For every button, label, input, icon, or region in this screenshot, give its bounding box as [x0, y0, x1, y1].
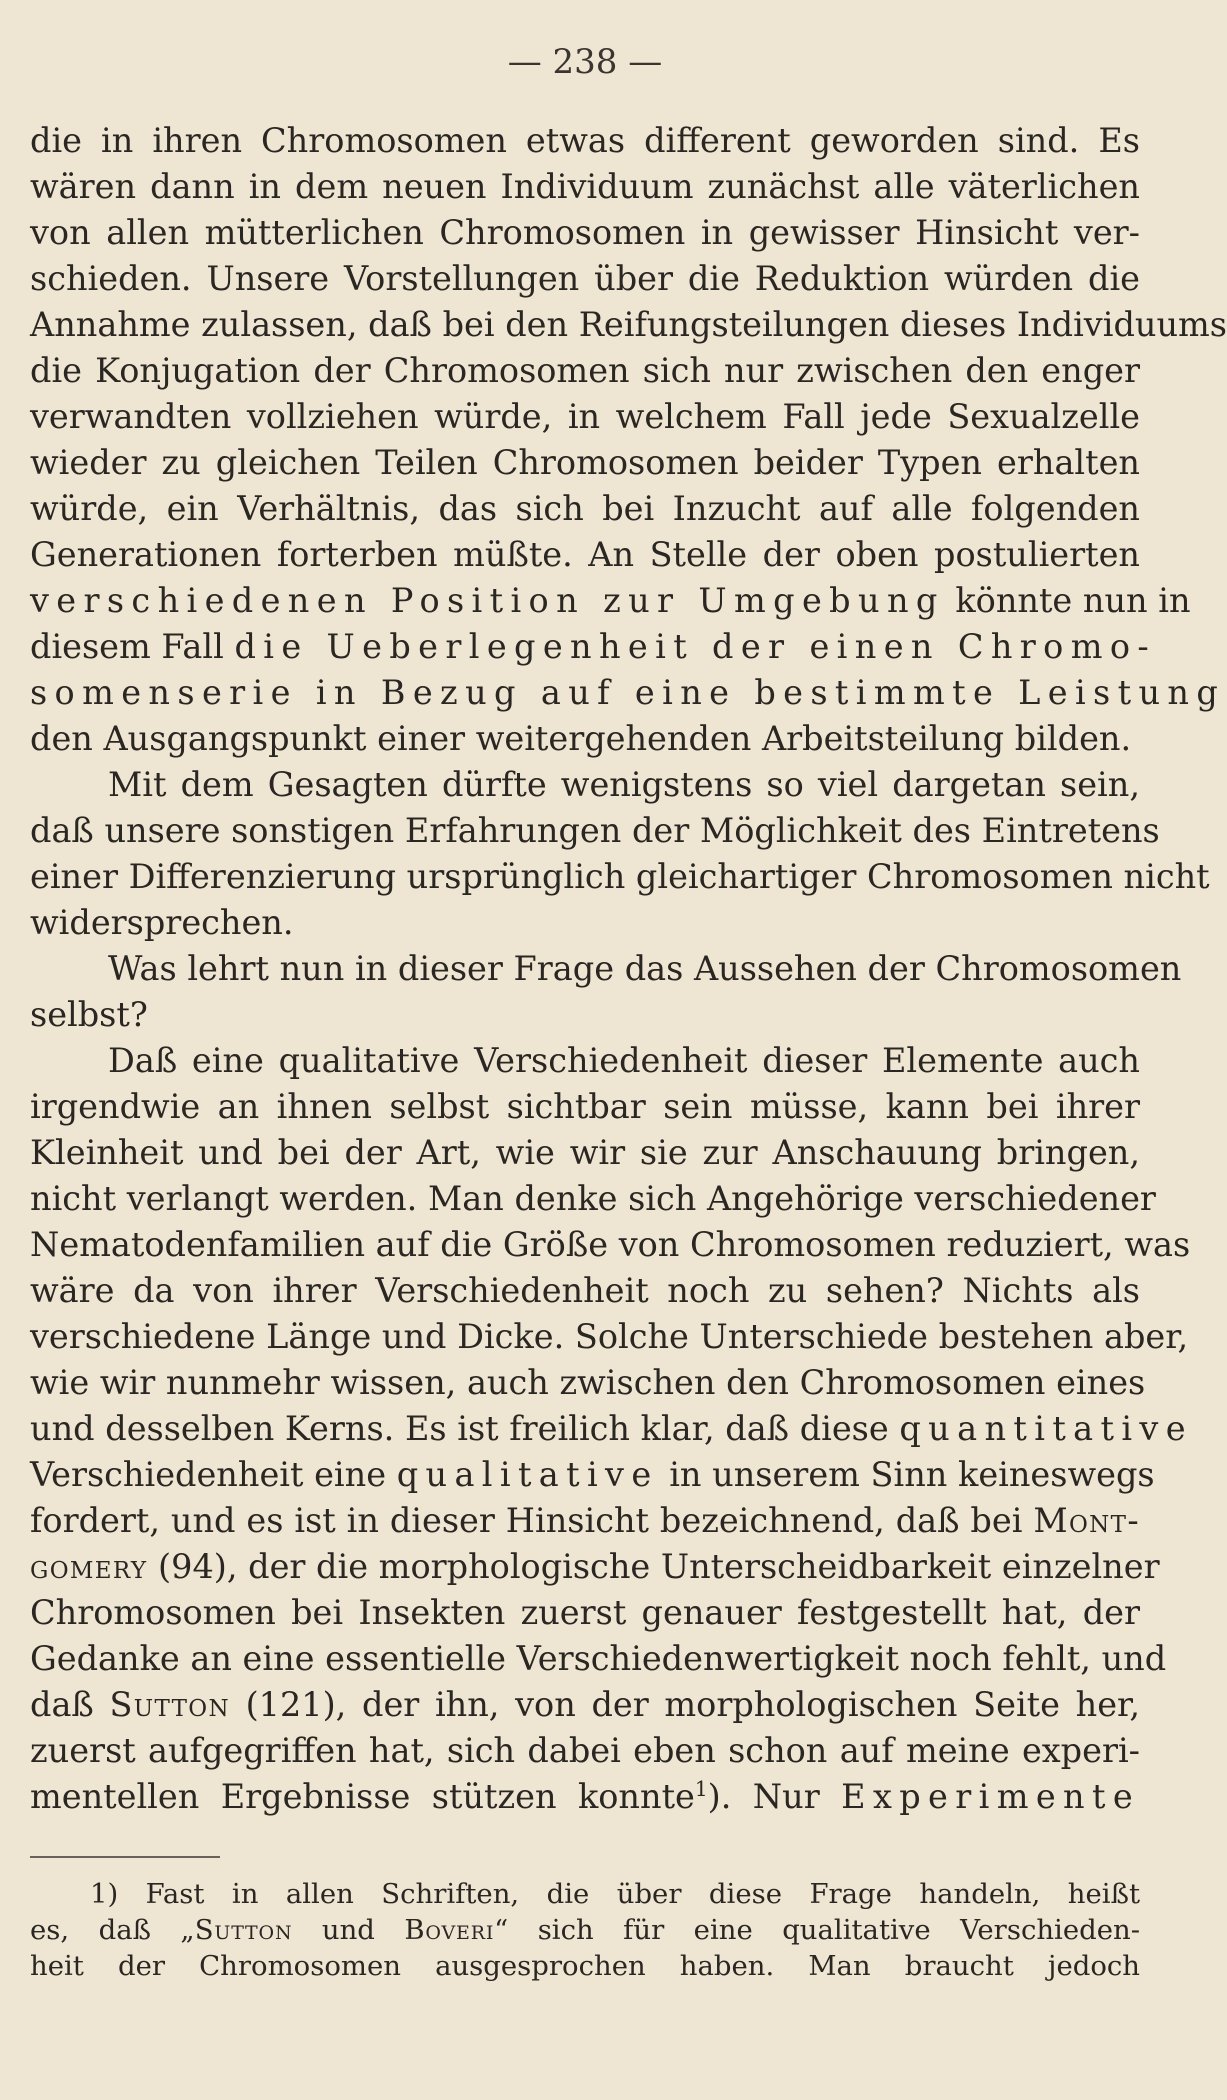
text-line: Chromosomen bei Insekten zuerst genauer festgestellt hat, der: [30, 1593, 1140, 1632]
text-line: [30, 1498, 1140, 1544]
footnote: [30, 1876, 1140, 1984]
text-line: verwandten vollziehen würde, in welchem Fall jede Sexualzelle: [30, 397, 1140, 436]
text-run: in unserem Sinn keineswegs: [658, 1455, 1155, 1494]
text-line: den Ausgangspunkt einer weitergehenden Arbeitsteilung bilden.: [30, 719, 1132, 758]
text-run: und desselben Kerns. Es ist freilich klar, daß diese: [30, 1409, 900, 1448]
text-line: nicht verlangt werden. Man denke sich Angehörige verschiedener: [30, 1179, 1156, 1218]
text-line: wieder zu gleichen Teilen Chromosomen beider Typen erhalten: [30, 443, 1140, 482]
text-line: Mit dem Gesagten dürfte wenigstens so viel dargetan sein,: [108, 765, 1140, 804]
emphasized-text: verschiedenen Position zur Umgebung: [30, 581, 945, 620]
text-line: einer Differenzierung ursprünglich gleichartiger Chromosomen nicht: [30, 857, 1210, 896]
text-line: [30, 1406, 1193, 1452]
text-line: [30, 578, 1191, 624]
text-line: [30, 1452, 1155, 1498]
text-run: daß: [30, 1685, 110, 1724]
text-line: Was lehrt nun in dieser Frage das Aussehen der Chromosomen: [108, 949, 1182, 988]
text-line: [30, 624, 1157, 670]
author-name: Mont-: [1033, 1501, 1140, 1540]
footnote-separator: [30, 1856, 220, 1858]
text-line: selbst?: [30, 995, 148, 1034]
text-run: fordert, und es ist in dieser Hinsicht bezeichnend, daß bei: [30, 1501, 1034, 1540]
emphasized-text: Experimente: [841, 1777, 1141, 1816]
footnote-line: 1) Fast in allen Schriften, die über diese Frage handeln, heißt: [90, 1878, 1140, 1910]
text-line: wäre da von ihrer Verschiedenheit noch zu sehen? Nichts als: [30, 1271, 1140, 1310]
text-run: (94), der die morphologische Unterscheidbarkeit einzelner: [147, 1547, 1160, 1586]
text-line: [30, 1682, 1140, 1728]
text-line: Generationen forterben müßte. An Stelle der oben postulierten: [30, 535, 1140, 574]
text-line: Annahme zulassen, daß bei den Reifungsteilungen dieses Individuums: [30, 305, 1227, 344]
page-number: — 238 —: [507, 42, 663, 82]
text-line: wie wir nunmehr wissen, auch zwischen den Chromosomen eines: [30, 1363, 1146, 1402]
emphasized-text-line: somenserie in Bezug auf eine bestimmte Leistung: [30, 673, 1226, 712]
text-line: daß unsere sonstigen Erfahrungen der Möglichkeit des Eintretens: [30, 811, 1160, 850]
text-line: schieden. Unsere Vorstellungen über die Reduktion würden die: [30, 259, 1140, 298]
body-text: [30, 118, 1227, 1820]
author-name: gomery: [30, 1547, 148, 1586]
author-name: Boveri: [404, 1914, 495, 1946]
emphasized-text: die Ueberlegenheit der einen Chromo-: [234, 627, 1157, 666]
text-line: irgendwie an ihnen selbst sichtbar sein müsse, kann bei ihrer: [30, 1087, 1140, 1126]
text-run: mentellen Ergebnisse stützen konnte: [30, 1777, 695, 1816]
text-line: wären dann in dem neuen Individuum zunächst alle väterlichen: [30, 167, 1140, 206]
text-run: diesem Fall: [30, 627, 235, 666]
text-run: könnte nun in: [944, 581, 1191, 620]
text-line: [30, 1774, 1140, 1820]
author-name: Sutton: [109, 1685, 230, 1724]
text-run: “ sich für eine qualitative Verschieden-: [494, 1914, 1141, 1946]
text-run: es, daß „: [30, 1914, 195, 1946]
text-line: Daß eine qualitative Verschiedenheit dieser Elemente auch: [108, 1041, 1140, 1080]
emphasized-text: quantitative: [899, 1409, 1193, 1448]
author-name: Sutton: [194, 1914, 293, 1946]
text-line: die in ihren Chromosomen etwas different geworden sind. Es: [30, 121, 1140, 160]
text-line: [30, 1544, 1160, 1590]
emphasized-text: qualitative: [396, 1455, 659, 1494]
footnote-line: heit der Chromosomen ausgesprochen haben. Man braucht jedoch: [30, 1950, 1140, 1982]
text-line: verschiedene Länge und Dicke. Solche Unterschiede bestehen aber,: [30, 1317, 1189, 1356]
text-line: Nematodenfamilien auf die Größe von Chromosomen reduziert, was: [30, 1225, 1191, 1264]
page: [30, 0, 1227, 2100]
text-run: ). Nur: [707, 1777, 842, 1816]
text-line: Kleinheit und bei der Art, wie wir sie zur Anschauung bringen,: [30, 1133, 1140, 1172]
text-run: (121), der ihn, von der morphologischen Seite her,: [229, 1685, 1140, 1724]
text-line: Gedanke an eine essentielle Verschiedenwertigkeit noch fehlt, und: [30, 1639, 1167, 1678]
text-line: würde, ein Verhältnis, das sich bei Inzucht auf alle folgenden: [30, 489, 1140, 528]
text-line: zuerst aufgegriffen hat, sich dabei eben schon auf meine experi-: [30, 1731, 1140, 1770]
footnote-marker: 1: [694, 1776, 708, 1801]
text-line: von allen mütterlichen Chromosomen in gewisser Hinsicht ver-: [30, 213, 1140, 252]
text-line: widersprechen.: [30, 903, 294, 942]
text-run: und: [292, 1914, 405, 1946]
text-run: Verschiedenheit eine: [30, 1455, 397, 1494]
footnote-line: [30, 1912, 1140, 1948]
text-line: die Konjugation der Chromosomen sich nur zwischen den enger: [30, 351, 1140, 390]
